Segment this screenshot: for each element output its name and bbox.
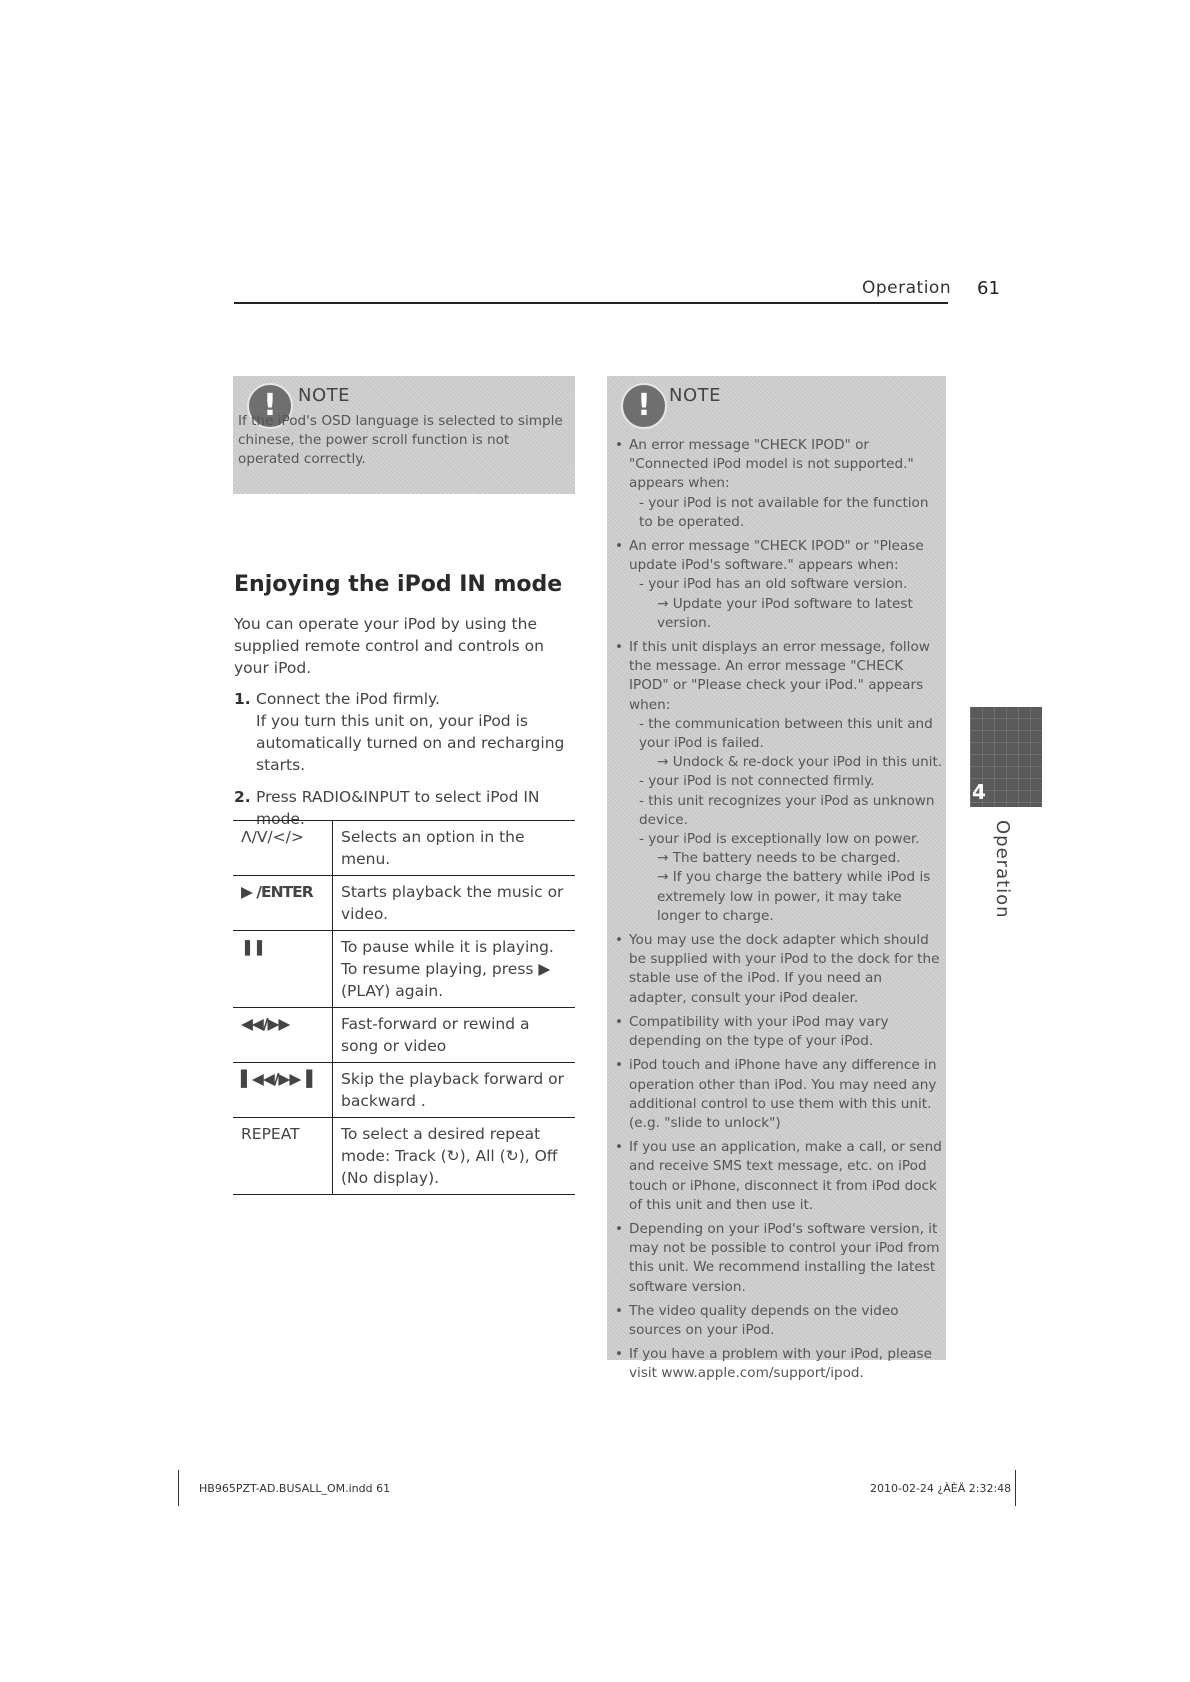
description-cell: To select a desired repeat mode: Track (↻), All (↻), Off (No display). [333,1118,576,1195]
note-bullet-line: • If you have a problem with your iPod, please visit www.apple.com/support/ipod. [629,1346,932,1382]
note-bullet-item [629,1013,943,1051]
note-bullet-line: → The battery needs to be charged. [657,850,901,867]
page-number: 61 [977,278,1000,299]
section-title: Enjoying the iPod IN mode [234,572,563,597]
note-bullet-item [629,1302,943,1340]
key-cell: ◀◀/▶▶ [233,1008,333,1063]
description-cell: Selects an option in the menu. [333,821,576,876]
note-box-ipod-errors [607,376,946,1382]
note-bullet-line: → If you charge the battery while iPod is extremely low in power, it may take longer to charge. [657,869,931,924]
step-number: 2. [234,788,251,806]
table-row [233,876,575,931]
note-bullet-line: → Update your iPod software to latest version. [657,595,913,631]
running-header-section: Operation [862,278,952,298]
step-number: 1. [234,690,251,708]
step-text: Connect the iPod firmly. [256,690,440,708]
note-bullet-line: • If you use an application, make a call, or send and receive SMS text message, etc. on iPod touch or iPhone, disconnect it from iPod dock of this unit and then use it. [629,1139,942,1213]
description-cell: To pause while it is playing. To resume playing, press ▶ (PLAY) again. [333,931,576,1008]
note-bullet-line: - your iPod has an old software version. [639,576,908,593]
step-text: Press RADIO&INPUT to select iPod IN mode. [256,788,540,828]
exclamation-icon: ! [621,383,667,429]
note-bullet-line: • An error message "CHECK IPOD" or "Connected iPod model is not supported." appears when: [629,437,914,492]
note-bullet-line: - your iPod is not connected firmly. [639,773,875,790]
crop-mark-left [178,1470,179,1506]
step-1 [234,688,579,776]
note-box-osd-language [233,376,575,494]
note-bullet-line: → Undock & re-dock your iPod in this unit. [657,754,943,771]
crop-mark-right [1015,1470,1016,1506]
table-row [233,1008,575,1063]
key-cell: ❚❚ [233,931,333,1008]
footer-timestamp: 2010-02-24 ¿ÀÈÄ 2:32:48 [870,1482,1012,1495]
description-cell: Starts playback the music or video. [333,876,576,931]
note-bullet-line: • iPod touch and iPhone have any difference in operation other than iPod. You may need any additional control to use them with this unit. (e.g. "slide to unlock") [629,1057,937,1131]
note-bullet-item [629,931,943,1008]
description-cell: Skip the playback forward or backward . [333,1063,576,1118]
note-bullet-item [629,1056,943,1133]
key-cell: REPEAT [233,1118,333,1195]
remote-keys-table [233,820,575,1195]
key-cell: Λ/V/</> [233,821,333,876]
chapter-label: Operation [992,820,1013,919]
table-row [233,931,575,1008]
table-row [233,1118,575,1195]
footer-file-info: HB965PZT-AD.BUSALL_OM.indd 61 [199,1482,391,1495]
key-cell: ▌◀◀/▶▶▐ [233,1063,333,1118]
table-row [233,821,575,876]
note-bullet-line: • If this unit displays an error message, follow the message. An error message "CHECK IPOD" or "Please check your iPod." appears when: [629,639,930,713]
header-rule [234,302,948,304]
note-bullet-item [629,1345,943,1383]
note-bullet-line: • The video quality depends on the video sources on your iPod. [629,1302,899,1338]
note-bullet-item [629,1220,943,1297]
note-title: NOTE [669,385,722,406]
note-bullet-line: - this unit recognizes your iPod as unknown device. [639,792,935,828]
exclamation-icon: ! [247,383,293,429]
note-bullet-line: - your iPod is exceptionally low on power. [639,831,920,848]
note-bullet-item [629,537,943,633]
description-cell: Fast-forward or rewind a song or video [333,1008,576,1063]
note-bullet-line: • An error message "CHECK IPOD" or "Please update iPod's software." appears when: [629,538,924,574]
note-bullet-line: - the communication between this unit and your iPod is failed. [639,715,933,752]
table-row [233,1063,575,1118]
step-text: If you turn this unit on, your iPod is automatically turned on and recharging starts. [256,712,565,774]
note-title: NOTE [298,385,351,406]
note-bullet-line: - your iPod is not available for the function to be operated. [639,494,929,530]
note-bullet-list [629,436,943,1389]
key-cell: ▶ /ENTER [233,876,333,931]
section-intro: You can operate your iPod by using the supplied remote control and controls on your iPod. [234,615,544,677]
note-bullet-line: • Depending on your iPod's software version, it may not be possible to control your iPod from this unit. We recommend installing the latest software version. [629,1220,940,1295]
note-bullet-item [629,436,943,532]
note-text: If the iPod's OSD language is selected to simple chinese, the power scroll function is not operated correctly. [238,413,563,468]
note-bullet-line: • Compatibility with your iPod may vary depending on the type of your iPod. [629,1013,889,1050]
note-bullet-item [629,1138,943,1215]
note-bullet-item [629,638,943,926]
note-bullet-line: • You may use the dock adapter which should be supplied with your iPod to the dock for the stable use of the iPod. If you need an adapter, consult your iPod dealer. [629,932,940,1006]
chapter-number: 4 [972,780,986,804]
